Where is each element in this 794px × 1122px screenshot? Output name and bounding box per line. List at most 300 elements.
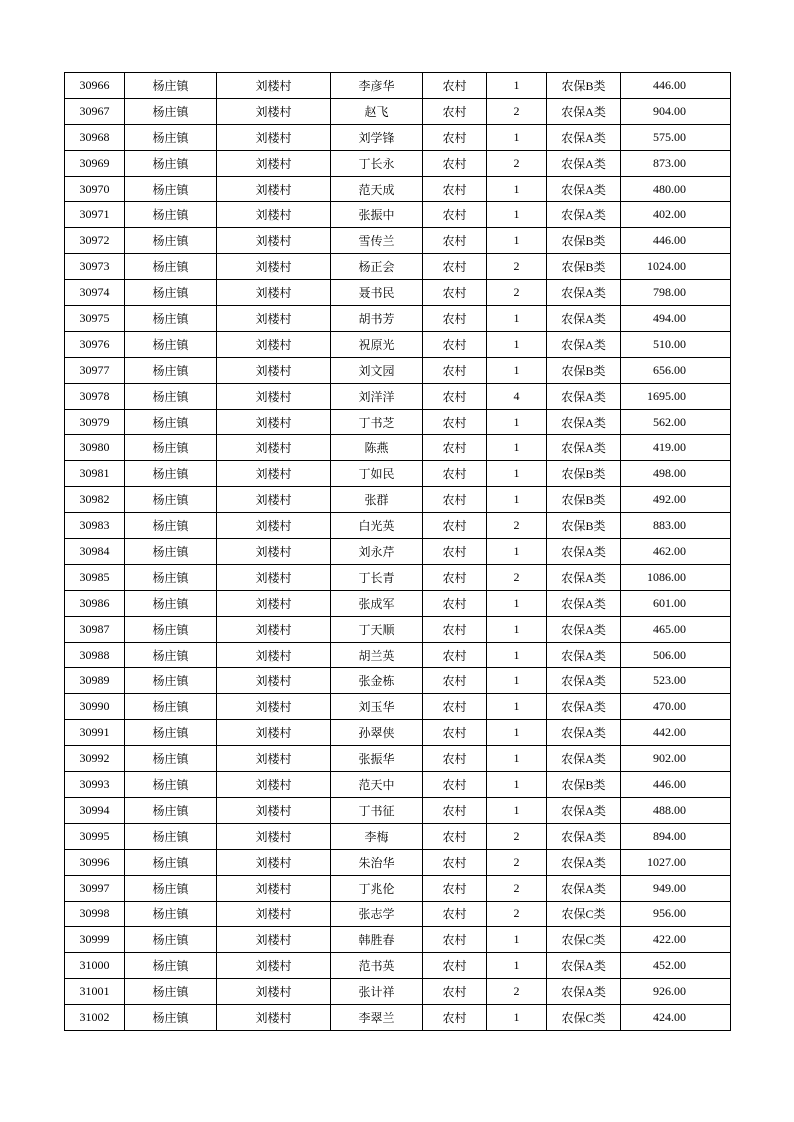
table-cell-category: 农保A类 xyxy=(547,564,621,590)
table-cell-id: 30966 xyxy=(65,73,125,99)
table-cell-amount: 902.00 xyxy=(621,746,731,772)
table-cell-town: 杨庄镇 xyxy=(125,513,217,539)
table-cell-village: 刘楼村 xyxy=(217,746,331,772)
table-cell-town: 杨庄镇 xyxy=(125,772,217,798)
table-cell-type: 农村 xyxy=(423,901,487,927)
table-cell-count: 1 xyxy=(487,694,547,720)
table-cell-category: 农保A类 xyxy=(547,720,621,746)
table-cell-count: 2 xyxy=(487,564,547,590)
table-row xyxy=(65,901,731,927)
table-cell-village: 刘楼村 xyxy=(217,150,331,176)
table-cell-village: 刘楼村 xyxy=(217,228,331,254)
table-cell-category: 农保A类 xyxy=(547,849,621,875)
table-cell-name: 刘文园 xyxy=(331,357,423,383)
table-cell-village: 刘楼村 xyxy=(217,1005,331,1031)
table-cell-category: 农保A类 xyxy=(547,98,621,124)
table-cell-amount: 904.00 xyxy=(621,98,731,124)
table-cell-category: 农保C类 xyxy=(547,901,621,927)
table-cell-amount: 575.00 xyxy=(621,124,731,150)
table-row xyxy=(65,435,731,461)
table-cell-amount: 446.00 xyxy=(621,772,731,798)
table-row xyxy=(65,720,731,746)
table-row xyxy=(65,772,731,798)
table-cell-town: 杨庄镇 xyxy=(125,927,217,953)
table-cell-village: 刘楼村 xyxy=(217,357,331,383)
table-cell-type: 农村 xyxy=(423,487,487,513)
table-cell-amount: 956.00 xyxy=(621,901,731,927)
table-cell-type: 农村 xyxy=(423,642,487,668)
table-cell-amount: 452.00 xyxy=(621,953,731,979)
table-cell-village: 刘楼村 xyxy=(217,487,331,513)
table-cell-town: 杨庄镇 xyxy=(125,73,217,99)
table-cell-count: 2 xyxy=(487,979,547,1005)
table-cell-id: 30989 xyxy=(65,668,125,694)
table-cell-village: 刘楼村 xyxy=(217,590,331,616)
table-cell-type: 农村 xyxy=(423,409,487,435)
table-cell-name: 范天成 xyxy=(331,176,423,202)
table-cell-category: 农保A类 xyxy=(547,202,621,228)
table-row xyxy=(65,487,731,513)
table-cell-amount: 510.00 xyxy=(621,331,731,357)
table-cell-count: 2 xyxy=(487,849,547,875)
table-cell-type: 农村 xyxy=(423,979,487,1005)
table-cell-type: 农村 xyxy=(423,176,487,202)
table-cell-town: 杨庄镇 xyxy=(125,539,217,565)
table-cell-id: 30969 xyxy=(65,150,125,176)
table-cell-id: 30988 xyxy=(65,642,125,668)
table-cell-amount: 402.00 xyxy=(621,202,731,228)
table-cell-town: 杨庄镇 xyxy=(125,383,217,409)
table-cell-count: 2 xyxy=(487,150,547,176)
table-cell-category: 农保A类 xyxy=(547,176,621,202)
table-cell-village: 刘楼村 xyxy=(217,823,331,849)
table-cell-type: 农村 xyxy=(423,254,487,280)
table-cell-count: 1 xyxy=(487,228,547,254)
table-cell-category: 农保A类 xyxy=(547,539,621,565)
table-cell-id: 30968 xyxy=(65,124,125,150)
table-cell-category: 农保A类 xyxy=(547,694,621,720)
table-cell-town: 杨庄镇 xyxy=(125,849,217,875)
table-cell-name: 刘永芹 xyxy=(331,539,423,565)
table-cell-category: 农保C类 xyxy=(547,1005,621,1031)
table-cell-town: 杨庄镇 xyxy=(125,746,217,772)
table-cell-id: 30972 xyxy=(65,228,125,254)
table-cell-village: 刘楼村 xyxy=(217,409,331,435)
table-cell-name: 丁长青 xyxy=(331,564,423,590)
table-cell-town: 杨庄镇 xyxy=(125,901,217,927)
table-cell-name: 丁天顺 xyxy=(331,616,423,642)
table-cell-count: 1 xyxy=(487,73,547,99)
table-cell-town: 杨庄镇 xyxy=(125,176,217,202)
table-row xyxy=(65,124,731,150)
table-cell-type: 农村 xyxy=(423,98,487,124)
table-cell-id: 30987 xyxy=(65,616,125,642)
table-cell-name: 胡兰英 xyxy=(331,642,423,668)
table-cell-id: 30971 xyxy=(65,202,125,228)
table-cell-amount: 422.00 xyxy=(621,927,731,953)
table-cell-category: 农保A类 xyxy=(547,383,621,409)
table-cell-count: 1 xyxy=(487,124,547,150)
table-row xyxy=(65,590,731,616)
table-row xyxy=(65,306,731,332)
table-cell-village: 刘楼村 xyxy=(217,694,331,720)
table-cell-category: 农保A类 xyxy=(547,746,621,772)
table-cell-village: 刘楼村 xyxy=(217,176,331,202)
table-cell-town: 杨庄镇 xyxy=(125,228,217,254)
table-cell-village: 刘楼村 xyxy=(217,797,331,823)
table-cell-village: 刘楼村 xyxy=(217,461,331,487)
table-cell-id: 30997 xyxy=(65,875,125,901)
table-cell-id: 30983 xyxy=(65,513,125,539)
table-cell-village: 刘楼村 xyxy=(217,849,331,875)
table-cell-amount: 462.00 xyxy=(621,539,731,565)
table-cell-category: 农保B类 xyxy=(547,772,621,798)
table-row xyxy=(65,280,731,306)
table-row xyxy=(65,461,731,487)
table-cell-village: 刘楼村 xyxy=(217,772,331,798)
table-cell-category: 农保A类 xyxy=(547,435,621,461)
table-cell-amount: 488.00 xyxy=(621,797,731,823)
table-cell-category: 农保A类 xyxy=(547,642,621,668)
table-cell-type: 农村 xyxy=(423,668,487,694)
table-cell-category: 农保A类 xyxy=(547,797,621,823)
table-cell-category: 农保A类 xyxy=(547,823,621,849)
table-cell-town: 杨庄镇 xyxy=(125,306,217,332)
table-cell-name: 胡书芳 xyxy=(331,306,423,332)
records-table xyxy=(64,72,731,1031)
table-cell-type: 农村 xyxy=(423,513,487,539)
table-cell-amount: 656.00 xyxy=(621,357,731,383)
table-cell-type: 农村 xyxy=(423,772,487,798)
table-row xyxy=(65,513,731,539)
table-row xyxy=(65,409,731,435)
table-cell-name: 张志学 xyxy=(331,901,423,927)
table-cell-town: 杨庄镇 xyxy=(125,254,217,280)
table-cell-amount: 926.00 xyxy=(621,979,731,1005)
table-cell-amount: 506.00 xyxy=(621,642,731,668)
table-cell-type: 农村 xyxy=(423,306,487,332)
table-cell-name: 聂书民 xyxy=(331,280,423,306)
table-cell-id: 30992 xyxy=(65,746,125,772)
table-cell-amount: 446.00 xyxy=(621,73,731,99)
table-row xyxy=(65,564,731,590)
table-cell-town: 杨庄镇 xyxy=(125,280,217,306)
table-cell-village: 刘楼村 xyxy=(217,254,331,280)
table-cell-category: 农保B类 xyxy=(547,228,621,254)
table-cell-amount: 424.00 xyxy=(621,1005,731,1031)
table-cell-name: 李彦华 xyxy=(331,73,423,99)
table-cell-town: 杨庄镇 xyxy=(125,202,217,228)
table-row xyxy=(65,797,731,823)
table-cell-town: 杨庄镇 xyxy=(125,331,217,357)
table-cell-village: 刘楼村 xyxy=(217,383,331,409)
table-cell-count: 2 xyxy=(487,98,547,124)
table-cell-count: 1 xyxy=(487,176,547,202)
table-cell-name: 雪传兰 xyxy=(331,228,423,254)
table-cell-id: 31000 xyxy=(65,953,125,979)
table-cell-category: 农保A类 xyxy=(547,124,621,150)
table-cell-town: 杨庄镇 xyxy=(125,124,217,150)
table-cell-type: 农村 xyxy=(423,616,487,642)
table-cell-name: 张振中 xyxy=(331,202,423,228)
table-cell-town: 杨庄镇 xyxy=(125,797,217,823)
table-cell-id: 30984 xyxy=(65,539,125,565)
table-cell-category: 农保A类 xyxy=(547,668,621,694)
table-cell-amount: 498.00 xyxy=(621,461,731,487)
table-cell-type: 农村 xyxy=(423,228,487,254)
table-cell-type: 农村 xyxy=(423,331,487,357)
table-cell-town: 杨庄镇 xyxy=(125,875,217,901)
table-cell-count: 1 xyxy=(487,797,547,823)
table-cell-village: 刘楼村 xyxy=(217,280,331,306)
table-cell-amount: 470.00 xyxy=(621,694,731,720)
table-cell-village: 刘楼村 xyxy=(217,953,331,979)
table-cell-id: 30967 xyxy=(65,98,125,124)
table-cell-town: 杨庄镇 xyxy=(125,720,217,746)
table-cell-village: 刘楼村 xyxy=(217,875,331,901)
table-cell-amount: 1024.00 xyxy=(621,254,731,280)
table-row xyxy=(65,1005,731,1031)
table-cell-name: 张计祥 xyxy=(331,979,423,1005)
table-cell-count: 2 xyxy=(487,901,547,927)
table-row xyxy=(65,953,731,979)
table-row xyxy=(65,73,731,99)
table-cell-count: 1 xyxy=(487,357,547,383)
table-cell-id: 30982 xyxy=(65,487,125,513)
table-cell-name: 李梅 xyxy=(331,823,423,849)
table-cell-village: 刘楼村 xyxy=(217,642,331,668)
table-cell-count: 1 xyxy=(487,461,547,487)
table-cell-town: 杨庄镇 xyxy=(125,694,217,720)
table-cell-village: 刘楼村 xyxy=(217,73,331,99)
table-cell-count: 1 xyxy=(487,409,547,435)
table-cell-count: 1 xyxy=(487,1005,547,1031)
table-cell-count: 1 xyxy=(487,720,547,746)
table-cell-type: 农村 xyxy=(423,694,487,720)
table-cell-type: 农村 xyxy=(423,849,487,875)
table-row xyxy=(65,539,731,565)
table-cell-count: 1 xyxy=(487,746,547,772)
table-cell-category: 农保A类 xyxy=(547,331,621,357)
table-cell-village: 刘楼村 xyxy=(217,331,331,357)
table-cell-town: 杨庄镇 xyxy=(125,642,217,668)
table-cell-village: 刘楼村 xyxy=(217,668,331,694)
table-cell-amount: 601.00 xyxy=(621,590,731,616)
table-cell-category: 农保B类 xyxy=(547,357,621,383)
table-cell-count: 1 xyxy=(487,487,547,513)
table-cell-name: 韩胜春 xyxy=(331,927,423,953)
table-cell-category: 农保A类 xyxy=(547,616,621,642)
table-row xyxy=(65,642,731,668)
table-cell-count: 1 xyxy=(487,331,547,357)
table-cell-amount: 798.00 xyxy=(621,280,731,306)
table-cell-name: 丁兆伦 xyxy=(331,875,423,901)
table-cell-id: 30977 xyxy=(65,357,125,383)
table-row xyxy=(65,746,731,772)
table-cell-name: 刘玉华 xyxy=(331,694,423,720)
table-cell-id: 30980 xyxy=(65,435,125,461)
table-cell-category: 农保B类 xyxy=(547,461,621,487)
table-cell-id: 30993 xyxy=(65,772,125,798)
table-row xyxy=(65,383,731,409)
table-cell-name: 杨正会 xyxy=(331,254,423,280)
table-cell-type: 农村 xyxy=(423,720,487,746)
table-cell-id: 30974 xyxy=(65,280,125,306)
table-row xyxy=(65,176,731,202)
table-cell-amount: 494.00 xyxy=(621,306,731,332)
table-cell-category: 农保A类 xyxy=(547,409,621,435)
table-cell-id: 30978 xyxy=(65,383,125,409)
table-cell-id: 31002 xyxy=(65,1005,125,1031)
table-cell-id: 30979 xyxy=(65,409,125,435)
table-cell-count: 2 xyxy=(487,513,547,539)
table-cell-village: 刘楼村 xyxy=(217,539,331,565)
table-cell-name: 丁如民 xyxy=(331,461,423,487)
table-cell-town: 杨庄镇 xyxy=(125,487,217,513)
table-cell-count: 1 xyxy=(487,590,547,616)
table-cell-type: 农村 xyxy=(423,383,487,409)
table-cell-village: 刘楼村 xyxy=(217,927,331,953)
table-cell-village: 刘楼村 xyxy=(217,901,331,927)
table-cell-type: 农村 xyxy=(423,797,487,823)
table-cell-category: 农保B类 xyxy=(547,254,621,280)
table-cell-amount: 1695.00 xyxy=(621,383,731,409)
table-cell-type: 农村 xyxy=(423,927,487,953)
table-cell-type: 农村 xyxy=(423,150,487,176)
table-cell-town: 杨庄镇 xyxy=(125,435,217,461)
table-cell-id: 30970 xyxy=(65,176,125,202)
table-cell-town: 杨庄镇 xyxy=(125,98,217,124)
table-cell-village: 刘楼村 xyxy=(217,979,331,1005)
table-cell-town: 杨庄镇 xyxy=(125,357,217,383)
table-cell-name: 陈燕 xyxy=(331,435,423,461)
table-row xyxy=(65,202,731,228)
table-row xyxy=(65,228,731,254)
table-cell-category: 农保B类 xyxy=(547,73,621,99)
table-cell-name: 张成军 xyxy=(331,590,423,616)
table-cell-type: 农村 xyxy=(423,1005,487,1031)
table-row xyxy=(65,331,731,357)
table-cell-category: 农保A类 xyxy=(547,875,621,901)
table-cell-name: 张群 xyxy=(331,487,423,513)
table-cell-count: 1 xyxy=(487,539,547,565)
table-cell-type: 农村 xyxy=(423,823,487,849)
table-cell-id: 30991 xyxy=(65,720,125,746)
table-cell-type: 农村 xyxy=(423,124,487,150)
table-cell-amount: 883.00 xyxy=(621,513,731,539)
table-row xyxy=(65,694,731,720)
records-table-body xyxy=(65,73,731,1031)
table-row xyxy=(65,979,731,1005)
table-cell-count: 1 xyxy=(487,202,547,228)
table-cell-count: 1 xyxy=(487,435,547,461)
table-cell-amount: 1086.00 xyxy=(621,564,731,590)
table-row xyxy=(65,357,731,383)
table-cell-id: 30986 xyxy=(65,590,125,616)
table-cell-name: 孙翠侠 xyxy=(331,720,423,746)
table-cell-count: 1 xyxy=(487,668,547,694)
table-cell-category: 农保A类 xyxy=(547,590,621,616)
table-cell-village: 刘楼村 xyxy=(217,564,331,590)
table-cell-town: 杨庄镇 xyxy=(125,668,217,694)
table-cell-id: 30973 xyxy=(65,254,125,280)
table-cell-village: 刘楼村 xyxy=(217,98,331,124)
table-cell-id: 30990 xyxy=(65,694,125,720)
table-cell-amount: 1027.00 xyxy=(621,849,731,875)
table-cell-village: 刘楼村 xyxy=(217,513,331,539)
table-cell-count: 1 xyxy=(487,953,547,979)
table-row xyxy=(65,823,731,849)
table-cell-id: 30994 xyxy=(65,797,125,823)
table-cell-count: 1 xyxy=(487,927,547,953)
table-cell-category: 农保A类 xyxy=(547,306,621,332)
table-cell-category: 农保A类 xyxy=(547,280,621,306)
table-cell-amount: 562.00 xyxy=(621,409,731,435)
table-cell-town: 杨庄镇 xyxy=(125,564,217,590)
table-cell-name: 张金栋 xyxy=(331,668,423,694)
table-cell-id: 30998 xyxy=(65,901,125,927)
table-cell-id: 30999 xyxy=(65,927,125,953)
table-cell-category: 农保C类 xyxy=(547,927,621,953)
table-cell-type: 农村 xyxy=(423,73,487,99)
table-cell-town: 杨庄镇 xyxy=(125,409,217,435)
table-cell-id: 31001 xyxy=(65,979,125,1005)
table-cell-name: 张振华 xyxy=(331,746,423,772)
table-cell-category: 农保A类 xyxy=(547,979,621,1005)
table-row xyxy=(65,254,731,280)
table-cell-id: 30996 xyxy=(65,849,125,875)
table-cell-amount: 442.00 xyxy=(621,720,731,746)
table-cell-village: 刘楼村 xyxy=(217,306,331,332)
table-cell-name: 朱治华 xyxy=(331,849,423,875)
table-cell-id: 30985 xyxy=(65,564,125,590)
table-cell-type: 农村 xyxy=(423,357,487,383)
table-row xyxy=(65,875,731,901)
table-cell-type: 农村 xyxy=(423,435,487,461)
table-cell-name: 赵飞 xyxy=(331,98,423,124)
table-cell-village: 刘楼村 xyxy=(217,435,331,461)
table-cell-name: 白光英 xyxy=(331,513,423,539)
table-cell-town: 杨庄镇 xyxy=(125,823,217,849)
table-cell-name: 丁书芝 xyxy=(331,409,423,435)
table-cell-category: 农保A类 xyxy=(547,953,621,979)
table-cell-count: 1 xyxy=(487,642,547,668)
table-cell-amount: 492.00 xyxy=(621,487,731,513)
table-cell-amount: 894.00 xyxy=(621,823,731,849)
table-cell-name: 丁长永 xyxy=(331,150,423,176)
table-cell-amount: 523.00 xyxy=(621,668,731,694)
table-cell-name: 范书英 xyxy=(331,953,423,979)
table-cell-town: 杨庄镇 xyxy=(125,616,217,642)
table-row xyxy=(65,849,731,875)
table-cell-name: 刘学锋 xyxy=(331,124,423,150)
table-cell-count: 1 xyxy=(487,772,547,798)
table-cell-name: 丁书征 xyxy=(331,797,423,823)
table-cell-amount: 419.00 xyxy=(621,435,731,461)
table-cell-type: 农村 xyxy=(423,746,487,772)
table-cell-category: 农保B类 xyxy=(547,487,621,513)
table-cell-count: 1 xyxy=(487,306,547,332)
table-cell-town: 杨庄镇 xyxy=(125,461,217,487)
table-cell-amount: 873.00 xyxy=(621,150,731,176)
table-cell-type: 农村 xyxy=(423,590,487,616)
table-cell-count: 4 xyxy=(487,383,547,409)
table-cell-name: 李翠兰 xyxy=(331,1005,423,1031)
table-cell-type: 农村 xyxy=(423,280,487,306)
table-cell-name: 祝原光 xyxy=(331,331,423,357)
table-cell-amount: 446.00 xyxy=(621,228,731,254)
table-cell-type: 农村 xyxy=(423,202,487,228)
